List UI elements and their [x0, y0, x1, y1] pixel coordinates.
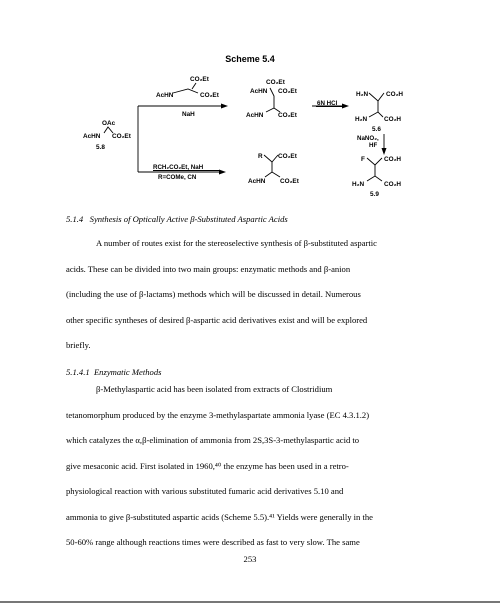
scheme-label-r-adduct-r: R: [258, 153, 263, 160]
paragraph-line: acids. These can be divided into two main groups: enzymatic methods and β-anion: [66, 263, 351, 274]
bond: [369, 112, 383, 117]
paragraph-line: ammonia to give β-substituted aspartic acids (Scheme 5.5).⁴¹ Yields were generally in the: [66, 511, 373, 522]
bond: [270, 88, 274, 108]
bond: [192, 83, 196, 89]
scheme-label-malonate-right: CO₂Et: [200, 92, 219, 99]
scheme-label-adduct-upper-right: CO₂Et: [278, 88, 297, 95]
arrowhead-icon: [221, 104, 228, 109]
reagent-r-definition: R=COMe, CN: [158, 174, 197, 181]
scheme-label-acid-lower-right: CO₂H: [384, 116, 402, 123]
scheme-label-acid-upper-left: H₂N: [356, 91, 369, 98]
scheme-label-r-adduct-lower-right: CO₂Et: [280, 178, 299, 185]
scheme-label-r-adduct-upper-right: CO₂Et: [278, 153, 297, 160]
bottom-rule: [0, 601, 500, 603]
scheme-label-r-adduct-lower-left: AcHN: [248, 178, 266, 185]
paragraph-line: physiological reaction with various substituted fumaric acid derivatives 5.10 and: [66, 486, 344, 496]
subsection-title: Enzymatic Methods: [93, 367, 162, 377]
bond: [367, 176, 382, 181]
scheme-label-adduct-lower-right: CO₂Et: [278, 112, 297, 119]
bond: [173, 89, 198, 93]
scheme-label-adduct-top: CO₂Et: [266, 79, 285, 86]
page-number: 253: [243, 554, 257, 564]
paragraph-line: give mesaconic acid. First isolated in 1960,⁴⁰ the enzyme has been used in a retro-: [66, 460, 349, 471]
reagent-hcl: 6N HCl: [317, 100, 338, 107]
scheme-label-fluoro-lower-right: CO₂H: [384, 181, 402, 188]
section-number: 5.1.4: [66, 214, 84, 224]
paragraph-line: β-Methylaspartic acid has been isolated from extracts of Clostridium: [96, 384, 333, 394]
scheme-label-acid-lower-left: H₂N: [355, 116, 368, 123]
bond: [264, 155, 278, 162]
reagent-alkylation: RCH₂CO₂Et, NaH: [153, 164, 204, 171]
scheme-label-adduct-lower-left: AcHN: [246, 112, 264, 119]
paragraph-line: 50-60% range although reactions times were described as fast to very slow. The same: [66, 537, 360, 547]
scheme-label-start-oac: OAc: [102, 120, 116, 127]
paragraph-line: other specific syntheses of desired β-aspartic acid derivatives exist and will be explored: [66, 314, 368, 325]
reagent-nano2: NaNO₂,: [357, 135, 379, 142]
subsection-paragraph: [66, 377, 430, 556]
paragraph-line: briefly.: [66, 340, 91, 350]
scheme-label-fluoro-f: F: [361, 156, 365, 163]
compound-number-5-6: 5.6: [372, 126, 381, 133]
section-heading: [66, 214, 288, 225]
subsection-number: 5.1.4.1: [66, 367, 90, 377]
scheme-label-malonate-left: AcHN: [156, 92, 174, 99]
section-paragraph: [66, 231, 430, 359]
scheme-title: Scheme 5.4: [225, 54, 275, 64]
bond: [369, 93, 384, 101]
arrowhead-icon: [342, 104, 349, 109]
bond: [265, 172, 280, 177]
paragraph-line: which catalyzes the α,β-elimination of ammonia from 2S,3S-3-methylaspartic acid to: [66, 435, 360, 445]
scheme-label-malonate-top: CO₂Et: [190, 76, 209, 83]
scheme-label-start-right: CO₂Et: [112, 133, 131, 140]
arrowhead-icon: [219, 170, 226, 175]
reagent-nah: NaH: [182, 111, 195, 118]
paragraph-line: A number of routes exist for the stereoselective synthesis of β-substituted aspartic: [96, 238, 377, 248]
scheme-label-adduct-upper-left: AcHN: [250, 88, 268, 95]
scheme-label-fluoro-lower-left: H₂N: [352, 181, 365, 188]
reagent-hf: HF: [369, 142, 378, 149]
reaction-scheme: [70, 66, 430, 202]
scheme-label-start-left: AcHN: [83, 133, 101, 140]
paragraph-line: (including the use of β-lactams) methods which will be discussed in detail. Numerous: [66, 289, 361, 299]
arrowhead-icon: [382, 148, 387, 155]
compound-number-5-9: 5.9: [370, 191, 379, 198]
paragraph-line: tetanomorphum produced by the enzyme 3-methylaspartate ammonia lyase (EC 4.3.1.2): [66, 409, 370, 420]
section-title: Synthesis of Optically Active β-Substituted Aspartic Acids: [89, 214, 288, 224]
scheme-label-fluoro-upper-right: CO₂H: [384, 156, 402, 163]
bond: [367, 158, 382, 165]
scheme-label-acid-upper-right: CO₂H: [386, 91, 404, 98]
compound-number-5-8: 5.8: [96, 144, 105, 151]
